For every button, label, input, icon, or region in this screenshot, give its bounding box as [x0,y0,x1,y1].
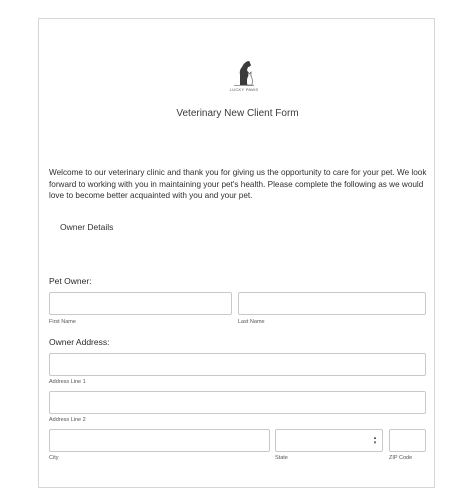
state-select[interactable] [275,429,383,452]
select-updown-icon: ▴ ▾ [373,435,377,446]
address-line1-input[interactable] [49,353,426,376]
address-line1-sublabel: Address Line 1 [49,379,86,385]
address-line2-input[interactable] [49,391,426,414]
pet-owner-label: Pet Owner: [49,276,92,286]
city-input[interactable] [49,429,270,452]
first-name-sublabel: First Name [49,319,76,325]
logo-text: LUCKY PAWS [229,87,259,92]
last-name-sublabel: Last Name [238,319,265,325]
first-name-input[interactable] [49,292,232,315]
city-sublabel: City [49,455,59,461]
section-owner-details: Owner Details [60,222,114,232]
zip-code-sublabel: ZIP Code [389,455,413,461]
clinic-logo [220,57,268,95]
owner-address-label: Owner Address: [49,337,110,347]
state-sublabel: State [275,455,288,461]
form-page [38,18,435,488]
last-name-input[interactable] [238,292,426,315]
address-line2-sublabel: Address Line 2 [49,417,86,423]
zip-code-input[interactable] [389,429,426,452]
dog-cat-silhouette-icon [220,57,268,87]
intro-text: Welcome to our veterinary clinic and thank you for giving us the opportunity to care for your pet. We look forward to working with you in maintaining your pet's health. Please complete the following as we would love to become better acquainted with you and your pet. [49,168,427,200]
form-title: Veterinary New Client Form [176,108,299,119]
